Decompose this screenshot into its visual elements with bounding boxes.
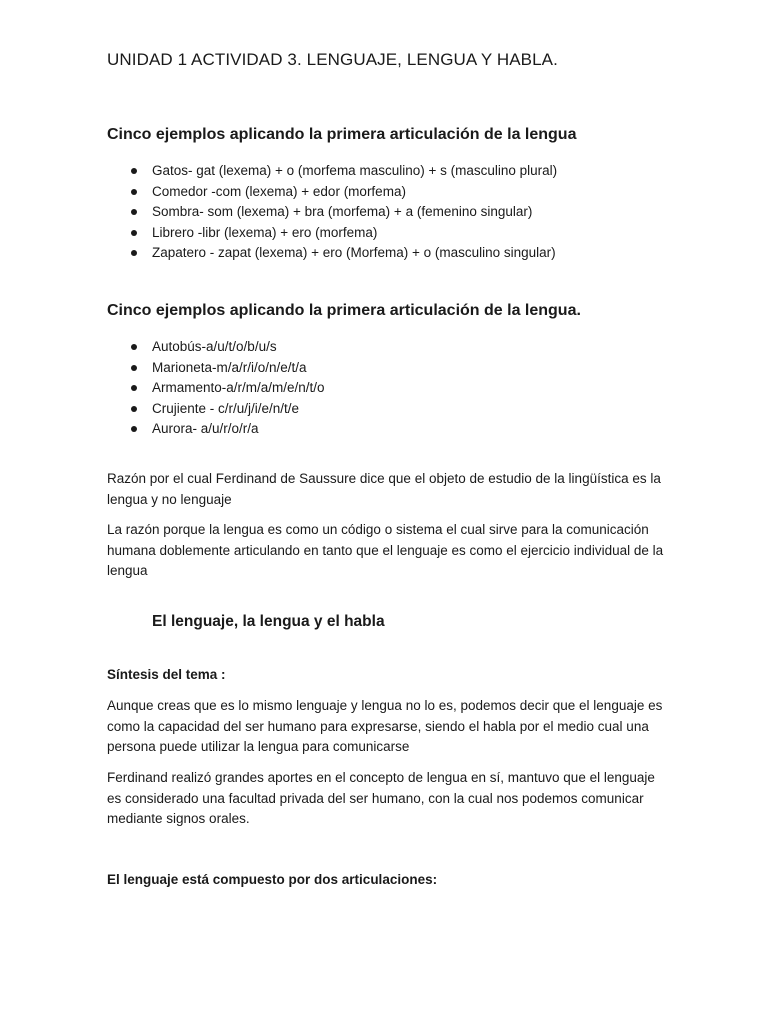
list-item: Sombra- som (lexema) + bra (morfema) + a (femenino singular) <box>152 202 557 223</box>
saussure-question: Razón por el cual Ferdinand de Saussure dice que el objeto de estudio de la lingüística es la lengua y no lenguaje <box>107 471 661 507</box>
list-item: Autobús-a/u/t/o/b/u/s <box>152 337 325 358</box>
second-articulation-list <box>152 337 325 440</box>
saussure-answer: La razón porque la lengua es como un código o sistema el cual sirve para la comunicación humana doblemente articulando en tanto que el lenguaje es como el ejercicio individual de la lengua <box>107 522 664 578</box>
list-item: Crujiente - c/r/u/j/i/e/n/t/e <box>152 399 325 420</box>
synthesis-paragraph-1: Aunque creas que es lo mismo lenguaje y lengua no lo es, podemos decir que el lenguaje es como la capacidad del ser humano para expresarse, siendo el habla por el medio cual una persona puede utilizar la lengua para comunicarse <box>107 698 663 754</box>
topic-subtitle: El lenguaje, la lengua y el habla <box>152 613 385 630</box>
list-item: Zapatero - zapat (lexema) + ero (Morfema) + o (masculino singular) <box>152 243 557 264</box>
list-item: Comedor -com (lexema) + edor (morfema) <box>152 182 557 203</box>
synthesis-paragraph-2: Ferdinand realizó grandes aportes en el concepto de lengua en sí, mantuvo que el lenguaje es considerado una facultad privada del ser humano, con la cual nos podemos comunicar mediante signos orales. <box>107 770 655 826</box>
list-item: Marioneta-m/a/r/i/o/n/e/t/a <box>152 358 325 379</box>
synthesis-heading: Síntesis del tema : <box>107 667 226 682</box>
first-articulation-list <box>152 161 557 264</box>
list-item: Aurora- a/u/r/o/r/a <box>152 419 325 440</box>
document-title: UNIDAD 1 ACTIVIDAD 3. LENGUAJE, LENGUA Y HABLA. <box>107 50 558 69</box>
list-item: Gatos- gat (lexema) + o (morfema masculino) + s (masculino plural) <box>152 161 557 182</box>
section-heading-first-articulation: Cinco ejemplos aplicando la primera articulación de la lengua <box>107 126 577 143</box>
list-item: Armamento-a/r/m/a/m/e/n/t/o <box>152 378 325 399</box>
section-heading-second-list: Cinco ejemplos aplicando la primera articulación de la lengua. <box>107 302 581 319</box>
list-item: Librero -libr (lexema) + ero (morfema) <box>152 223 557 244</box>
articulations-heading: El lenguaje está compuesto por dos articulaciones: <box>107 872 438 887</box>
